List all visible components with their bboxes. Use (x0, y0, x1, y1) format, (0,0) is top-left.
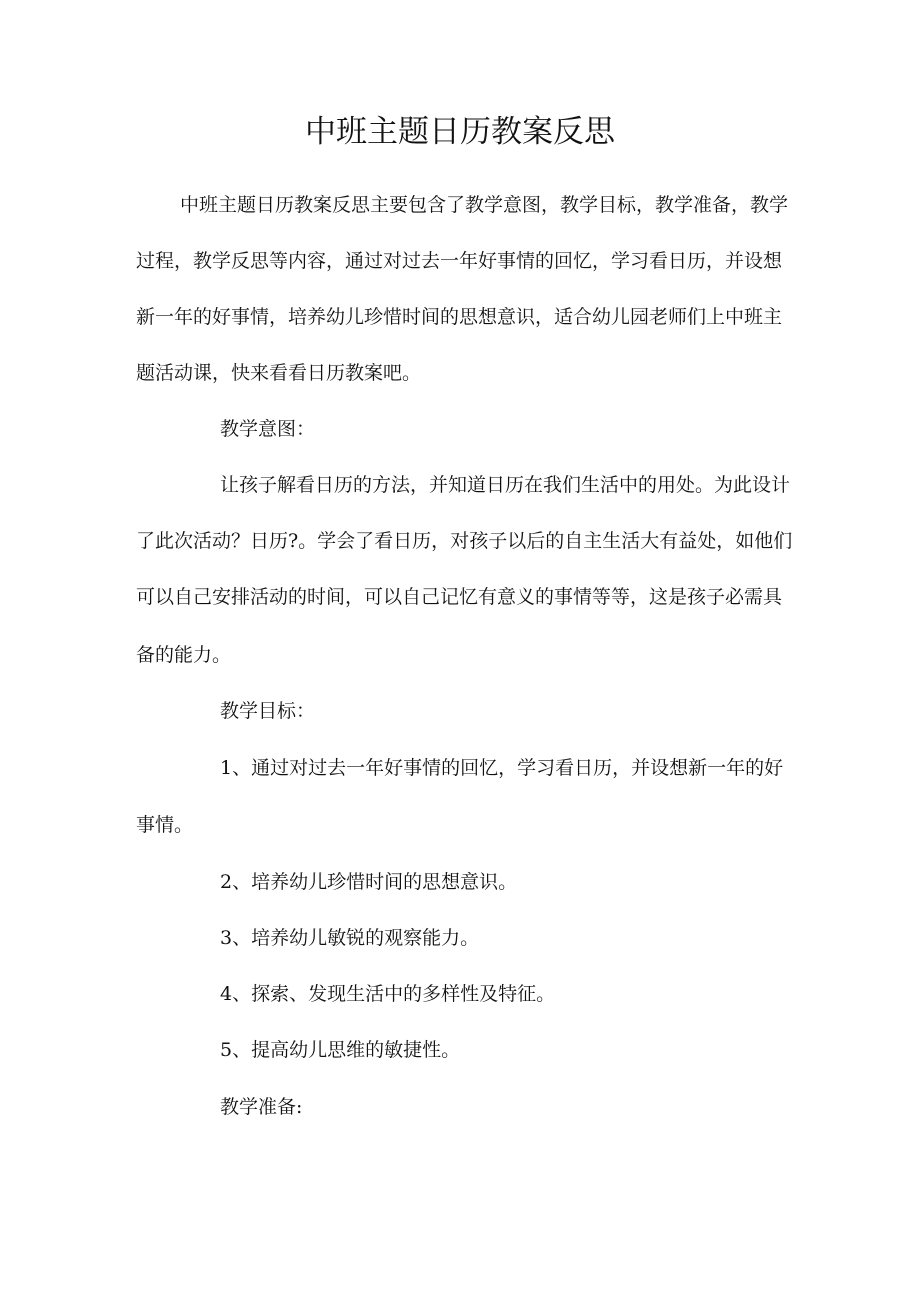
intent-line-2: 了此次活动？日历?。学会了看日历，对孩子以后的自主生活大有益处，如他们 (136, 530, 793, 552)
document-title: 中班主题日历教案反思 (305, 114, 615, 150)
goal-1-line-1: 1、通过对过去一年好事情的回忆，学习看日历，并设想新一年的好 (220, 757, 784, 779)
intent-heading: 教学意图： (220, 418, 316, 440)
intent-line-1: 让孩子解看日历的方法，并知道日历在我们生活中的用处。为此设计 (220, 474, 791, 496)
goal-4: 4、探索、发现生活中的多样性及特征。 (220, 983, 556, 1005)
intro-line-1: 中班主题日历教案反思主要包含了教学意图，教学目标，教学准备，教学 (180, 194, 789, 216)
goal-5: 5、提高幼儿思维的敏捷性。 (220, 1039, 461, 1061)
intent-line-4: 备的能力。 (136, 644, 232, 666)
intro-line-4: 题活动课，快来看看日历教案吧。 (136, 362, 422, 384)
intro-line-3: 新一年的好事情，培养幼儿珍惜时间的思想意识，适合幼儿园老师们上中班主 (136, 306, 783, 328)
goal-2: 2、培养幼儿珍惜时间的思想意识。 (220, 871, 518, 893)
goal-1-line-2: 事情。 (136, 814, 194, 836)
goals-heading: 教学目标： (220, 700, 316, 722)
goal-3: 3、培养幼儿敏锐的观察能力。 (220, 927, 480, 949)
prep-heading: 教学准备: (220, 1096, 303, 1118)
intro-line-2: 过程，教学反思等内容，通过对过去一年好事情的回忆，学习看日历，并设想 (136, 250, 783, 272)
intent-line-3: 可以自己安排活动的时间，可以自己记忆有意义的事情等等，这是孩子必需具 (136, 586, 783, 608)
